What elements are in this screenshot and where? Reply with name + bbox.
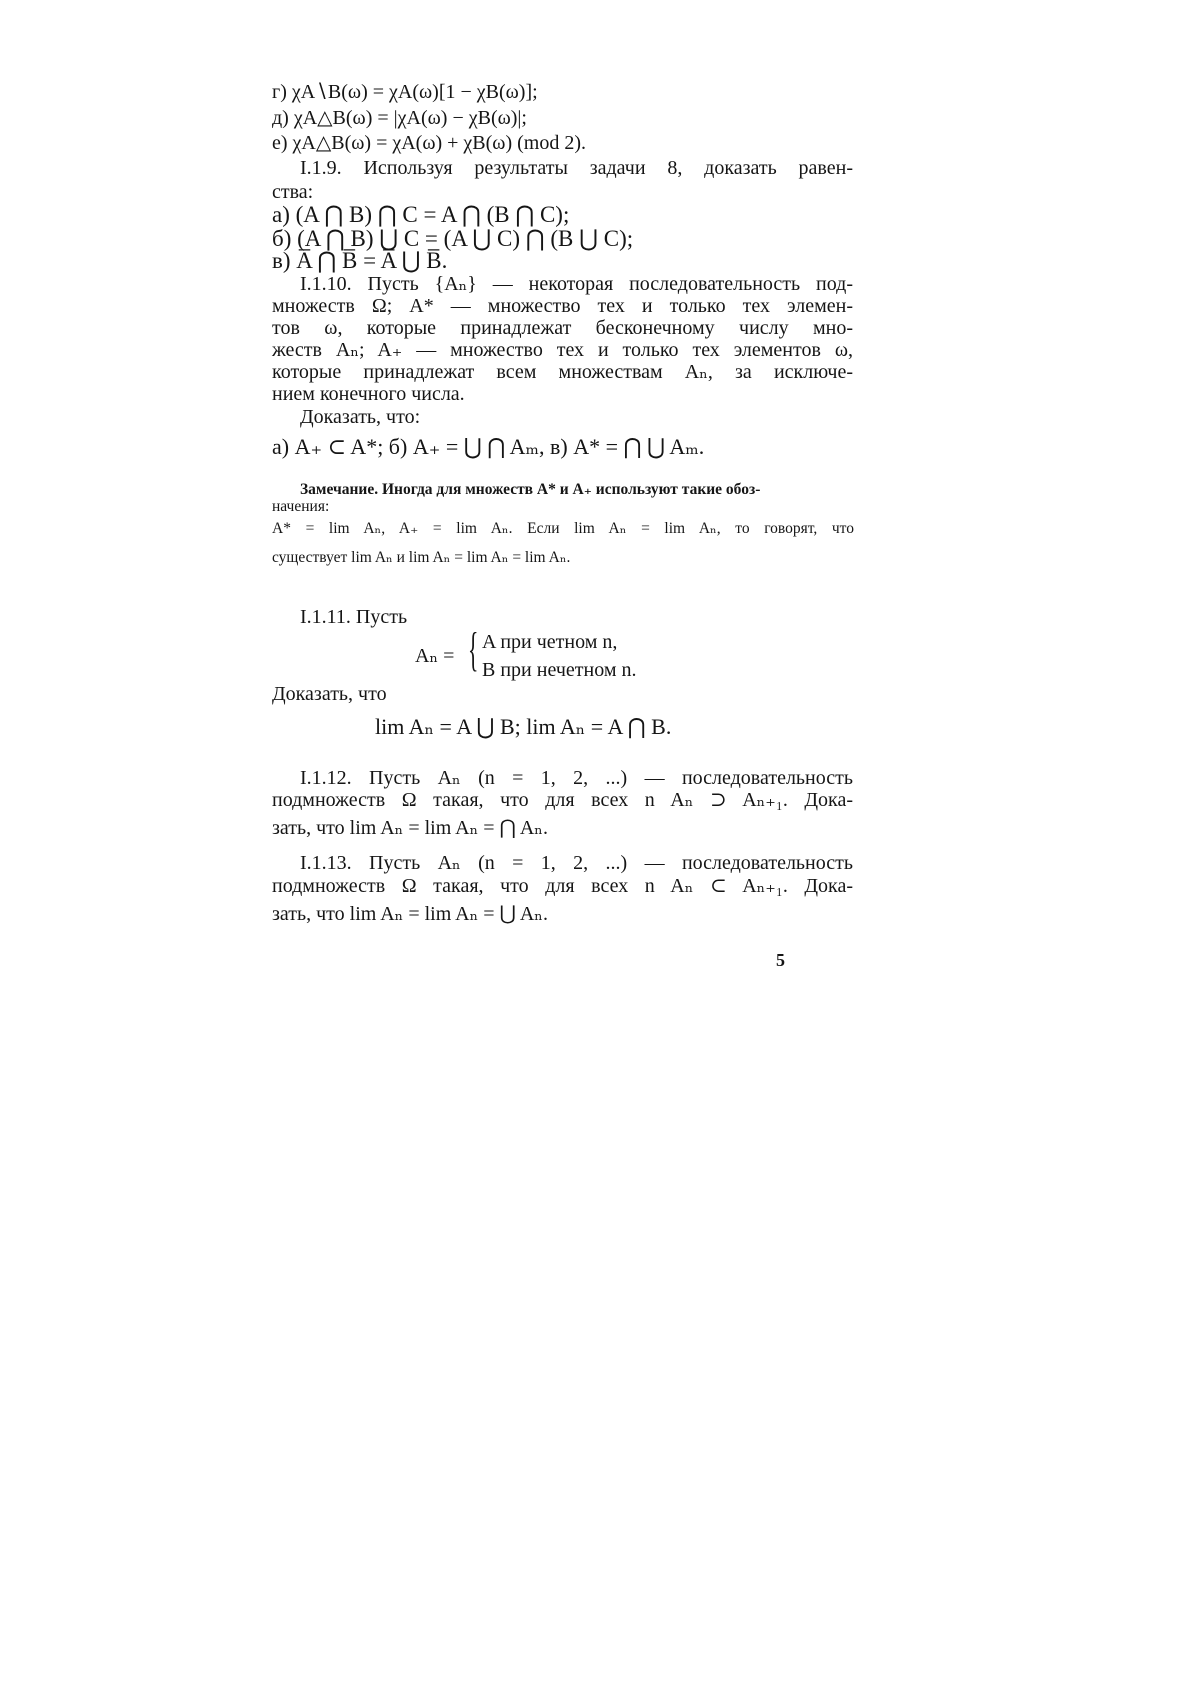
problem-1-1-9-line1: I.1.9. Используя результаты задачи 8, доказать равен- <box>300 157 853 179</box>
equation-a: а) (A ⋂ B) ⋂ C = A ⋂ (B ⋂ C); <box>272 202 570 227</box>
problem-1-1-10-line3: тов ω, которые принадлежат бесконечному числу мно- <box>272 317 853 339</box>
problem-1-1-12-line3: зать, что lim Aₙ = lim Aₙ = ⋂ Aₙ. <box>272 817 548 839</box>
problem-1-1-10-line4: жеств Aₙ; A₊ — множество тех и только тех элементов ω, <box>272 339 853 361</box>
problem-1-1-10-line6: нием конечного числа. <box>272 383 465 405</box>
problem-1-1-10-line1: I.1.10. Пусть {Aₙ} — некоторая последовательность под- <box>300 273 853 295</box>
note-line1: Замечание. Иногда для множеств A* и A₊ используют такие обоз- <box>300 481 761 498</box>
page-number: 5 <box>776 950 785 970</box>
prove-label: Доказать, что: <box>300 406 421 428</box>
case-line-2: B при нечетном n. <box>482 659 637 681</box>
problem-1-1-13-line2: подмножеств Ω такая, что для всех n Aₙ ⊂ Aₙ₊₁. Дока- <box>272 875 853 897</box>
problem-1-1-10-line2: множеств Ω; A* — множество тех и только тех элемен- <box>272 295 853 317</box>
problem-1-1-11-title: I.1.11. Пусть <box>300 606 408 628</box>
note-line2: начения: <box>272 498 330 515</box>
line-item-e: е) χA△B(ω) = χA(ω) + χB(ω) (mod 2). <box>272 132 587 154</box>
lim-formula: lim Aₙ = A ⋃ B; lim Aₙ = A ⋂ B. <box>375 714 672 739</box>
equation-b: б) (A ⋂ B) ⋃ C = (A ⋃ C) ⋂ (B ⋃ C); <box>272 226 634 251</box>
line-item-d: д) χA△B(ω) = |χA(ω) − χB(ω)|; <box>272 107 527 129</box>
problem-1-1-10-line5: которые принадлежат всем множествам Aₙ, за исключе- <box>272 361 853 383</box>
line-item-g: г) χA∖B(ω) = χA(ω)[1 − χB(ω)]; <box>272 81 538 103</box>
note-line3: A* = lim Aₙ, A₊ = lim Aₙ. Если lim Aₙ = lim Aₙ, то говорят, что <box>272 520 854 537</box>
problem-1-1-12-line2: подмножеств Ω такая, что для всех n Aₙ ⊃ Aₙ₊₁. Дока- <box>272 789 853 811</box>
case-line-1: A при четном n, <box>482 631 618 653</box>
problem-1-1-9-line2: ства: <box>272 181 314 203</box>
prove-label-2: Доказать, что <box>272 683 387 705</box>
equation-v: в) A̅ ⋂ B̅ = A̅ ⋃ B̅. <box>272 248 448 273</box>
note-line4: существует lim Aₙ и lim Aₙ = lim Aₙ = lim Aₙ. <box>272 549 571 566</box>
problem-1-1-13-line3: зать, что lim Aₙ = lim Aₙ = ⋃ Aₙ. <box>272 903 548 925</box>
brace-icon: { <box>468 623 479 676</box>
case-lhs: Aₙ = <box>415 645 455 667</box>
prove-formula: а) A₊ ⊂ A*; б) A₊ = ⋃ ⋂ Aₘ, в) A* = ⋂ ⋃ Aₘ. <box>272 434 705 459</box>
problem-1-1-12-line1: I.1.12. Пусть Aₙ (n = 1, 2, ...) — последовательность <box>300 767 853 789</box>
problem-1-1-13-line1: I.1.13. Пусть Aₙ (n = 1, 2, ...) — последовательность <box>300 852 853 874</box>
